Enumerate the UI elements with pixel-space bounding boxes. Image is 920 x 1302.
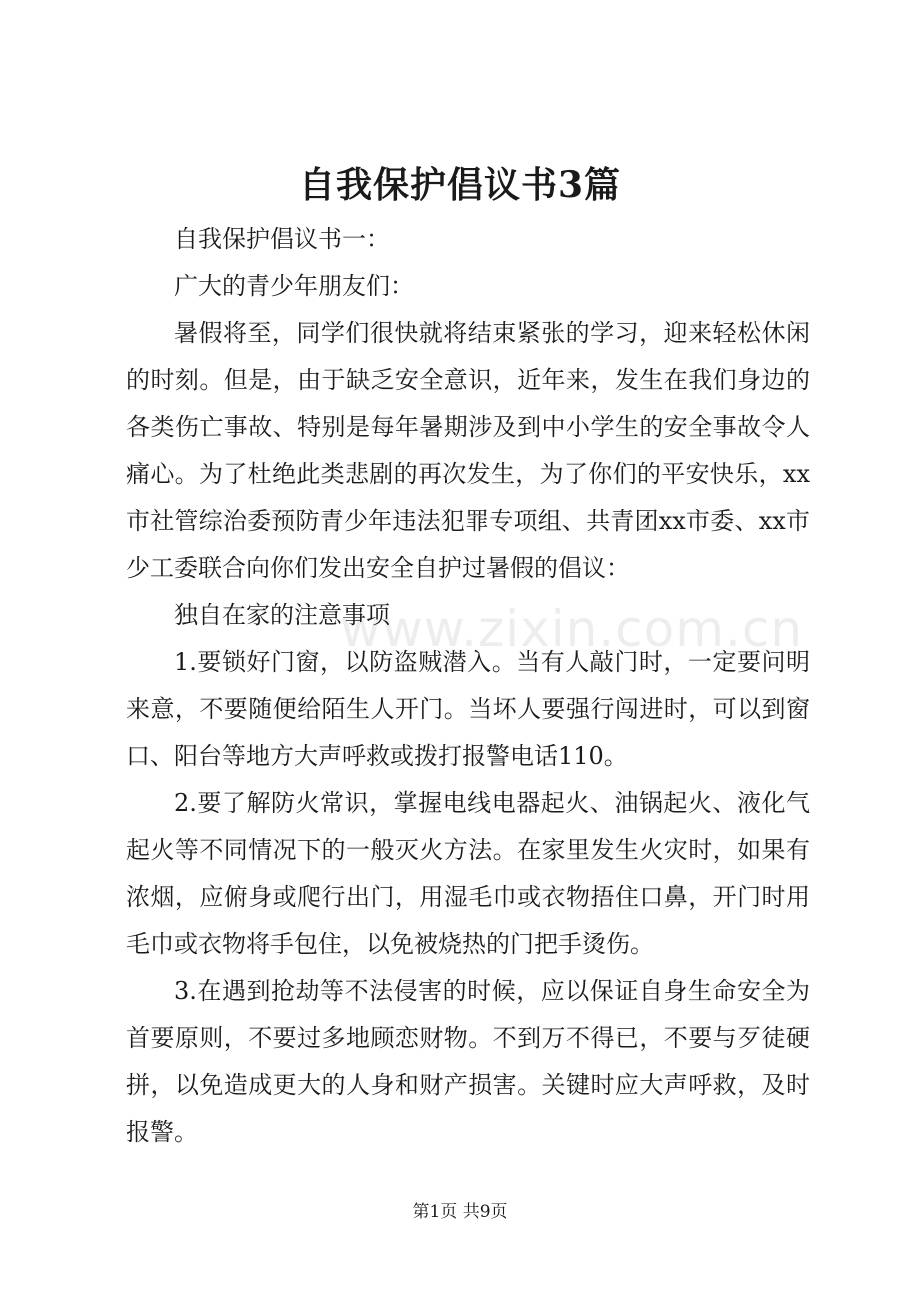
watermark: www.zixin.com.cn bbox=[340, 600, 804, 658]
document-body bbox=[126, 216, 810, 1156]
paragraph-salutation: 广大的青少年朋友们： bbox=[174, 272, 414, 300]
paragraph-item-3: 3.在遇到抢劫等不法侵害的时候，应以保证自身生命安全为首要原则，不要过多地顾恋财物。不到万不得已，不要与歹徒硬拼，以免造成更大的人身和财产损害。关键时应大声呼救，及时报警。 bbox=[126, 977, 810, 1146]
paragraph-item-2: 2.要了解防火常识，掌握电线电器起火、油锅起火、液化气起火等不同情况下的一般灭火方法。在家里发生火灾时，如果有浓烟，应俯身或爬行出门，用湿毛巾或衣物捂住口鼻，开门时用毛巾或衣物将手包住，以免被烧热的门把手烫伤。 bbox=[126, 789, 810, 958]
paragraph-item-1: 1.要锁好门窗，以防盗贼潜入。当有人敲门时，一定要问明来意，不要随便给陌生人开门。当坏人要强行闯进时，可以到窗口、阳台等地方大声呼救或拨打报警电话110。 bbox=[126, 648, 810, 770]
paragraph-heading-1: 自我保护倡议书一： bbox=[174, 225, 390, 253]
paragraph-section-heading: 独自在家的注意事项 bbox=[174, 601, 390, 629]
page-footer: 第1页 共9页 bbox=[412, 1202, 508, 1222]
paragraph-intro: 暑假将至，同学们很快就将结束紧张的学习，迎来轻松休闲的时刻。但是，由于缺乏安全意识，近年来，发生在我们身边的各类伤亡事故、特别是每年暑期涉及到中小学生的安全事故令人痛心。为了杜绝此类悲剧的再次发生，为了你们的平安快乐，xx市社管综治委预防青少年违法犯罪专项组、共青团xx市委、xx市少工委联合向你们发出安全自护过暑假的倡议： bbox=[126, 319, 810, 582]
document-title: 自我保护倡议书3篇 bbox=[298, 164, 622, 206]
